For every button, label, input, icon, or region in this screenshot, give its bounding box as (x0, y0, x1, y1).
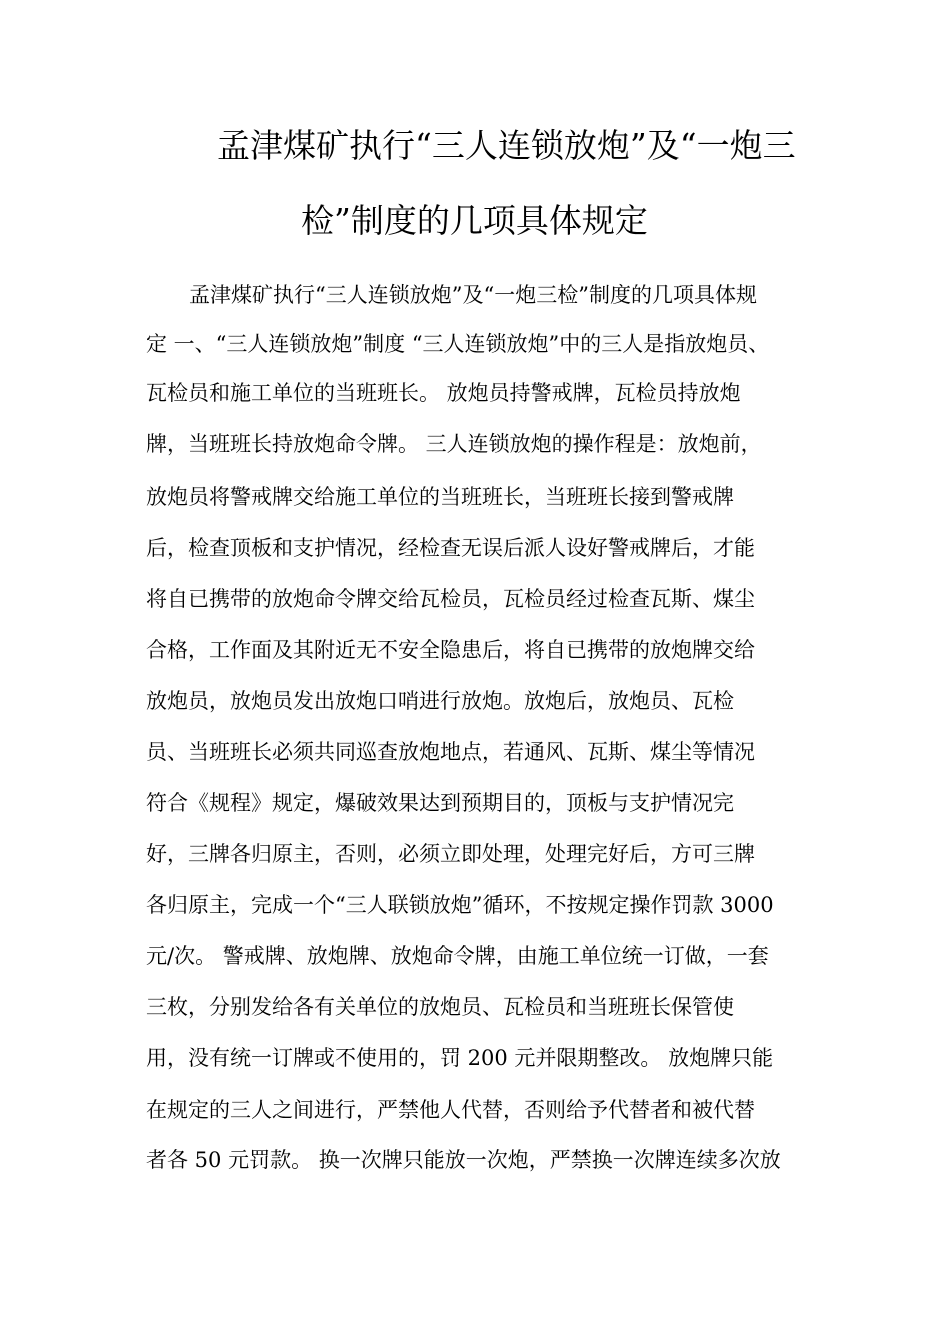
body-line-13: 各归原主，完成一个“三人联锁放炮”循环，不按规定操作罚款 3000 (146, 893, 774, 917)
body-line-5: 放炮员将警戒牌交给施工单位的当班班长，当班班长接到警戒牌 (146, 485, 734, 509)
body-line-3: 瓦检员和施工单位的当班班长。 放炮员持警戒牌，瓦检员持放炮 (146, 381, 741, 405)
document-title-line-1: 孟津煤矿执行“三人连锁放炮”及“一炮三 (217, 126, 796, 165)
body-line-15: 三枚，分别发给各有关单位的放炮员、瓦检员和当班班长保管使 (146, 995, 734, 1019)
body-line-1: 孟津煤矿执行“三人连锁放炮”及“一炮三检”制度的几项具体规 (189, 283, 757, 307)
body-line-10: 员、当班班长必须共同巡查放炮地点，若通风、瓦斯、煤尘等情况 (146, 740, 755, 764)
body-line-4: 牌，当班班长持放炮命令牌。 三人连锁放炮的操作程是：放炮前， (146, 432, 762, 456)
body-line-9: 放炮员，放炮员发出放炮口哨进行放炮。放炮后，放炮员、瓦检 (146, 689, 734, 713)
body-line-6: 后，检查顶板和支护情况，经检查无误后派人设好警戒牌后，才能 (146, 536, 755, 560)
body-line-2: 定 一、“三人连锁放炮”制度 “三人连锁放炮”中的三人是指放炮员、 (146, 332, 770, 356)
body-line-11: 符合《规程》规定，爆破效果达到预期目的，顶板与支护情况完 (146, 791, 734, 815)
body-line-12: 好，三牌各归原主，否则，必须立即处理，处理完好后，方可三牌 (146, 842, 755, 866)
document-title-line-2: 检”制度的几项具体规定 (301, 201, 648, 240)
body-line-18: 者各 50 元罚款。 换一次牌只能放一次炮，严禁换一次牌连续多次放 (146, 1148, 781, 1172)
body-line-16: 用，没有统一订牌或不使用的，罚 200 元并限期整改。 放炮牌只能 (146, 1046, 774, 1070)
body-line-7: 将自已携带的放炮命令牌交给瓦检员，瓦检员经过检查瓦斯、煤尘 (146, 587, 755, 611)
body-line-8: 合格，工作面及其附近无不安全隐患后，将自已携带的放炮牌交给 (146, 638, 755, 662)
body-line-17: 在规定的三人之间进行，严禁他人代替，否则给予代替者和被代替 (146, 1098, 755, 1122)
body-line-14: 元/次。 警戒牌、放炮牌、放炮命令牌，由施工单位统一订做，一套 (146, 944, 769, 968)
